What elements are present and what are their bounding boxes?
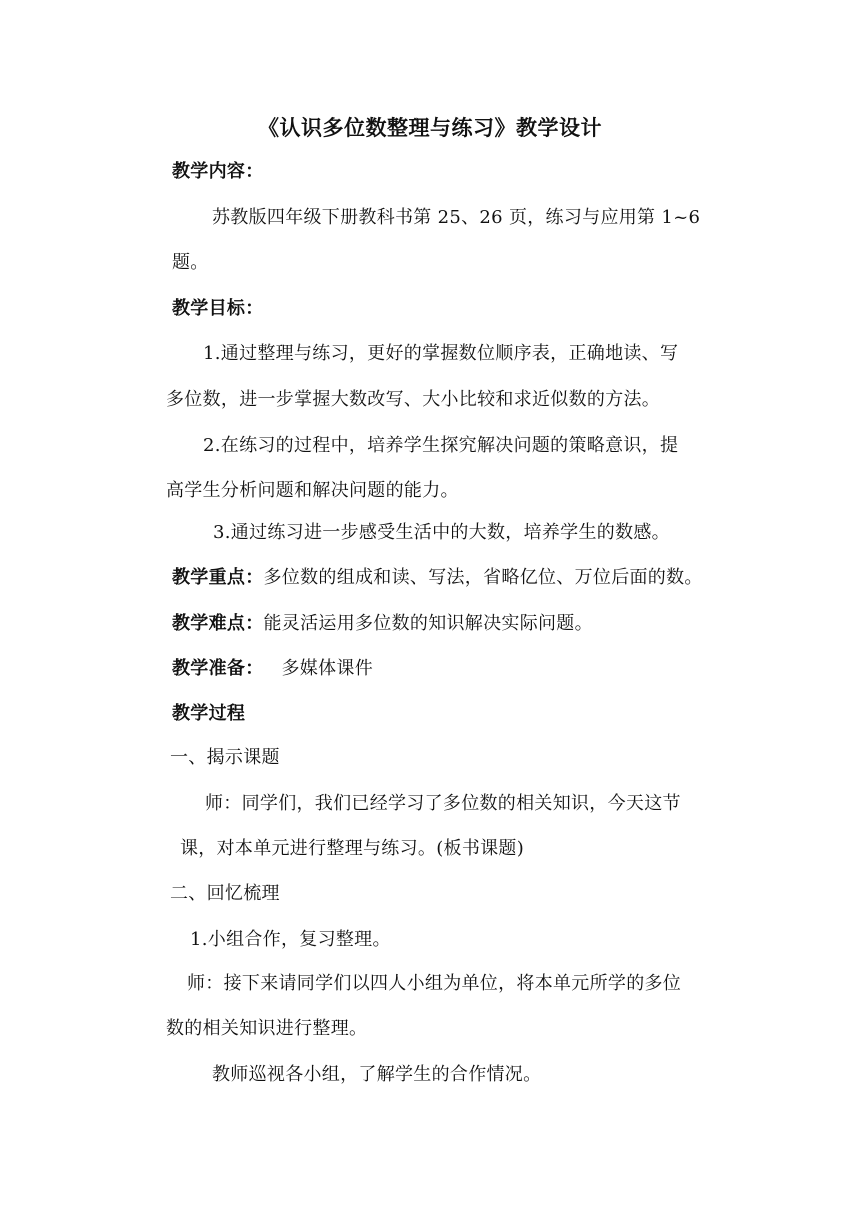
content-label: 教学内容： (172, 161, 264, 182)
difficulty-text: 能灵活运用多位数的知识解决实际问题。 (263, 613, 593, 634)
preparation-text: 多媒体课件 (281, 658, 373, 679)
section-1-line-2: 课，对本单元进行整理与练习。(板书课题) (180, 838, 525, 859)
objective-2-line-2: 高学生分析问题和解决问题的能力。 (166, 480, 459, 501)
objectives-label: 教学目标： (172, 298, 264, 319)
preparation-row (172, 657, 373, 681)
content-text-line-1: 苏教版四年级下册教科书第 25、26 页，练习与应用第 1~6 (212, 207, 701, 228)
objective-1-line-1: 1.通过整理与练习，更好的掌握数位顺序表，正确地读、写 (203, 343, 679, 364)
section-2-line-2: 数的相关知识进行整理。 (166, 1018, 368, 1039)
section-2-line-1: 师：接下来请同学们以四人小组为单位，将本单元所学的多位 (187, 973, 682, 994)
objective-1-line-2: 多位数，进一步掌握大数改写、大小比较和求近似数的方法。 (166, 389, 661, 410)
section-2-item-1: 1.小组合作，复习整理。 (190, 929, 391, 950)
key-point-row (172, 566, 703, 590)
section-2-line-3: 教师巡视各小组，了解学生的合作情况。 (212, 1064, 542, 1085)
objective-2-line-1: 2.在练习的过程中，培养学生探究解决问题的策略意识，提 (203, 435, 679, 456)
preparation-label: 教学准备： (172, 658, 264, 679)
section-1-heading: 一、揭示课题 (170, 747, 280, 768)
section-2-heading: 二、回忆梳理 (170, 883, 280, 904)
key-point-label: 教学重点： (172, 567, 264, 588)
key-point-text: 多位数的组成和读、写法，省略亿位、万位后面的数。 (263, 567, 703, 588)
process-label: 教学过程 (172, 703, 246, 724)
document-title: 《认识多位数整理与练习》教学设计 (258, 115, 602, 140)
difficulty-label: 教学难点： (172, 613, 264, 634)
content-text-line-2: 题。 (172, 252, 209, 273)
objective-3: 3.通过练习进一步感受生活中的大数，培养学生的数感。 (213, 522, 670, 543)
difficulty-row (172, 612, 593, 636)
section-1-line-1: 师：同学们，我们已经学习了多位数的相关知识，今天这节 (205, 793, 681, 814)
